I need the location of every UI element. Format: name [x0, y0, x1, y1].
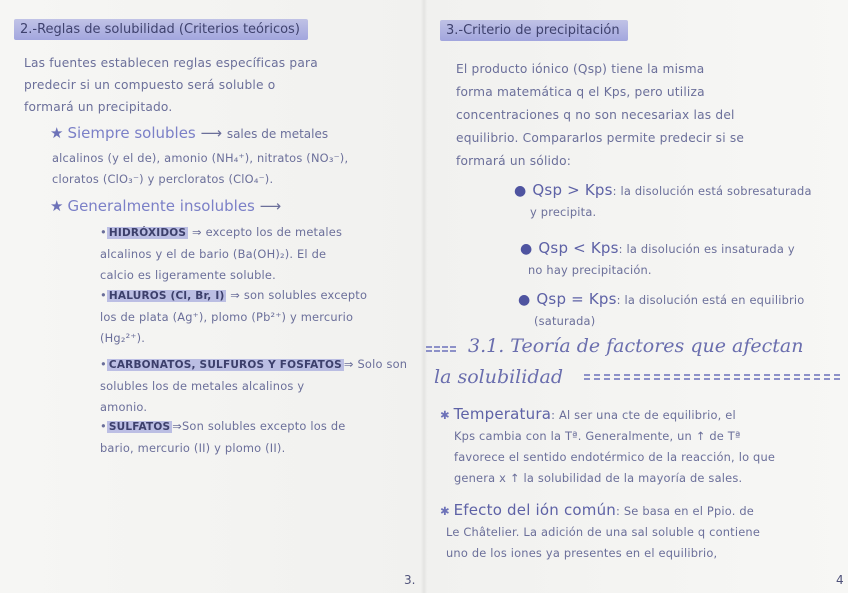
intro-line: El producto iónico (Qsp) tiene la misma: [456, 62, 705, 76]
intro-paragraph: [24, 52, 414, 118]
sulfatos-line: bario, mercurio (II) y plomo (II).: [100, 441, 286, 455]
criterion-text: no hay precipitación.: [528, 263, 652, 277]
hidroxidos-line: calcio es ligeramente soluble.: [100, 268, 276, 282]
generalmente-title: Generalmente insolubles: [67, 197, 255, 215]
temperatura-line: genera x ↑ la solubilidad de la mayoría de sales.: [454, 471, 743, 485]
haluros-line: los de plata (Ag⁺), plomo (Pb²⁺) y mercurio: [100, 310, 354, 324]
intro-line: forma matemática q el Kps, pero utiliza: [456, 85, 705, 99]
criterion-text: : la disolución está en equilibrio: [616, 293, 805, 307]
dashed-rule-left: [426, 346, 456, 352]
ion-comun-line: uno de los iones ya presentes en el equilibrio,: [446, 546, 718, 560]
criterion-text: (saturada): [534, 314, 596, 328]
criterion-text: y precipita.: [530, 205, 597, 219]
siempre-text: sales de metales: [226, 127, 329, 141]
arrow-icon: ⟶: [200, 124, 223, 142]
bullet-dot: ●: [514, 183, 527, 199]
double-arrow-icon: ⇒: [343, 357, 354, 371]
double-arrow-icon: ⇒: [192, 225, 202, 239]
temperatura-title: Temperatura: [453, 405, 552, 423]
bullet-dot: •: [100, 288, 107, 302]
siempre-title: Siempre solubles: [67, 124, 196, 142]
page-number-right: 4: [836, 573, 844, 587]
bullet-dot: •: [100, 357, 107, 371]
intro-line: equilibrio. Compararlos permite predecir si se: [456, 131, 745, 145]
page-number-left: 3.: [404, 573, 416, 587]
section-title-3-1: 3.1. Teoría de factores que afectan: [468, 335, 804, 357]
intro-line: Las fuentes establecen reglas específicas para: [24, 56, 318, 70]
asterisk-icon: ✱: [440, 408, 450, 422]
criterion-sobresaturada: [514, 180, 844, 223]
criterion-condition: Qsp = Kps: [536, 290, 617, 308]
criterion-condition: Qsp < Kps: [538, 239, 619, 257]
ion-comun-line: Le Châtelier. La adición de una sal soluble q contiene: [446, 525, 761, 539]
sulfatos-paragraph: [100, 416, 418, 459]
intro-line: formará un precipitado.: [24, 100, 173, 114]
temperatura-text: : Al ser una cte de equilibrio, el: [551, 408, 736, 422]
criterion-condition: Qsp > Kps: [532, 181, 613, 199]
criterion-text: : la disolución es insaturada y: [618, 242, 795, 256]
temperatura-line: favorece el sentido endotérmico de la reacción, lo que: [454, 450, 776, 464]
star-icon: ★: [50, 197, 64, 215]
bullet-dot: ●: [518, 292, 531, 308]
siempre-line: cloratos (ClO₃⁻) y percloratos (ClO₄⁻).: [52, 172, 274, 186]
haluros-text: son solubles excepto: [243, 288, 368, 302]
double-arrow-icon: ⇒: [230, 288, 241, 302]
temperatura-line: Kps cambia con la Tª. Generalmente, un ↑ de Tª: [454, 429, 741, 443]
double-arrow-icon: ⇒: [172, 419, 182, 433]
temperatura-paragraph: [440, 404, 844, 489]
criterion-text: : la disolución está sobresaturada: [612, 184, 812, 198]
ion-comun-text: : Se basa en el Ppio. de: [616, 504, 755, 518]
section-heading-criterio: 3.-Criterio de precipitación: [440, 20, 628, 41]
carbonatos-text: Solo son: [357, 357, 408, 371]
haluros-paragraph: [100, 285, 418, 349]
hidroxidos-text: excepto los de metales: [205, 225, 343, 239]
section-title-3-1-cont: la solubilidad: [434, 366, 563, 388]
hidroxidos-line: alcalinos y el de bario (Ba(OH)₂). El de: [100, 247, 327, 261]
arrow-icon: ⟶: [259, 197, 282, 215]
dashed-rule-right: [584, 374, 840, 380]
bullet-dot: ●: [520, 241, 533, 257]
bullet-dot: •: [100, 225, 107, 239]
intro-line: formará un sólido:: [456, 154, 572, 168]
generalmente-insolubles-heading: [50, 197, 281, 215]
siempre-line: alcalinos (y el de), amonio (NH₄⁺), nitratos (NO₃⁻),: [52, 151, 349, 165]
intro-line: concentraciones q no son necesariax las del: [456, 108, 735, 122]
carbonatos-label: CARBONATOS, SULFUROS Y FOSFATOS: [108, 359, 342, 371]
carbonatos-line: solubles los de metales alcalinos y: [100, 379, 305, 393]
carbonatos-line: amonio.: [100, 400, 148, 414]
ion-comun-title: Efecto del ión común: [453, 501, 616, 519]
criterion-equilibrio: [518, 289, 844, 332]
ion-comun-paragraph: [440, 500, 844, 564]
hidroxidos-label: HIDRÓXIDOS: [108, 227, 187, 239]
criterion-insaturada: [520, 238, 846, 281]
carbonatos-paragraph: [100, 354, 418, 418]
sulfatos-text: Son solubles excepto los de: [181, 419, 346, 433]
right-page: [424, 0, 848, 593]
haluros-line: (Hg₂²⁺).: [100, 331, 146, 345]
haluros-label: HALUROS (Cl, Br, I): [108, 290, 225, 302]
hidroxidos-paragraph: [100, 222, 418, 286]
section-heading-reglas: 2.-Reglas de solubilidad (Criterios teóricos): [14, 19, 308, 40]
intro-line: predecir si un compuesto será soluble o: [24, 78, 276, 92]
siempre-solubles-heading: [50, 124, 328, 142]
criterio-intro-paragraph: [456, 58, 841, 173]
star-icon: ★: [50, 124, 64, 142]
bullet-dot: •: [100, 419, 107, 433]
sulfatos-label: SULFATOS: [108, 421, 171, 433]
asterisk-icon: ✱: [440, 504, 450, 518]
siempre-paragraph: [52, 148, 422, 190]
